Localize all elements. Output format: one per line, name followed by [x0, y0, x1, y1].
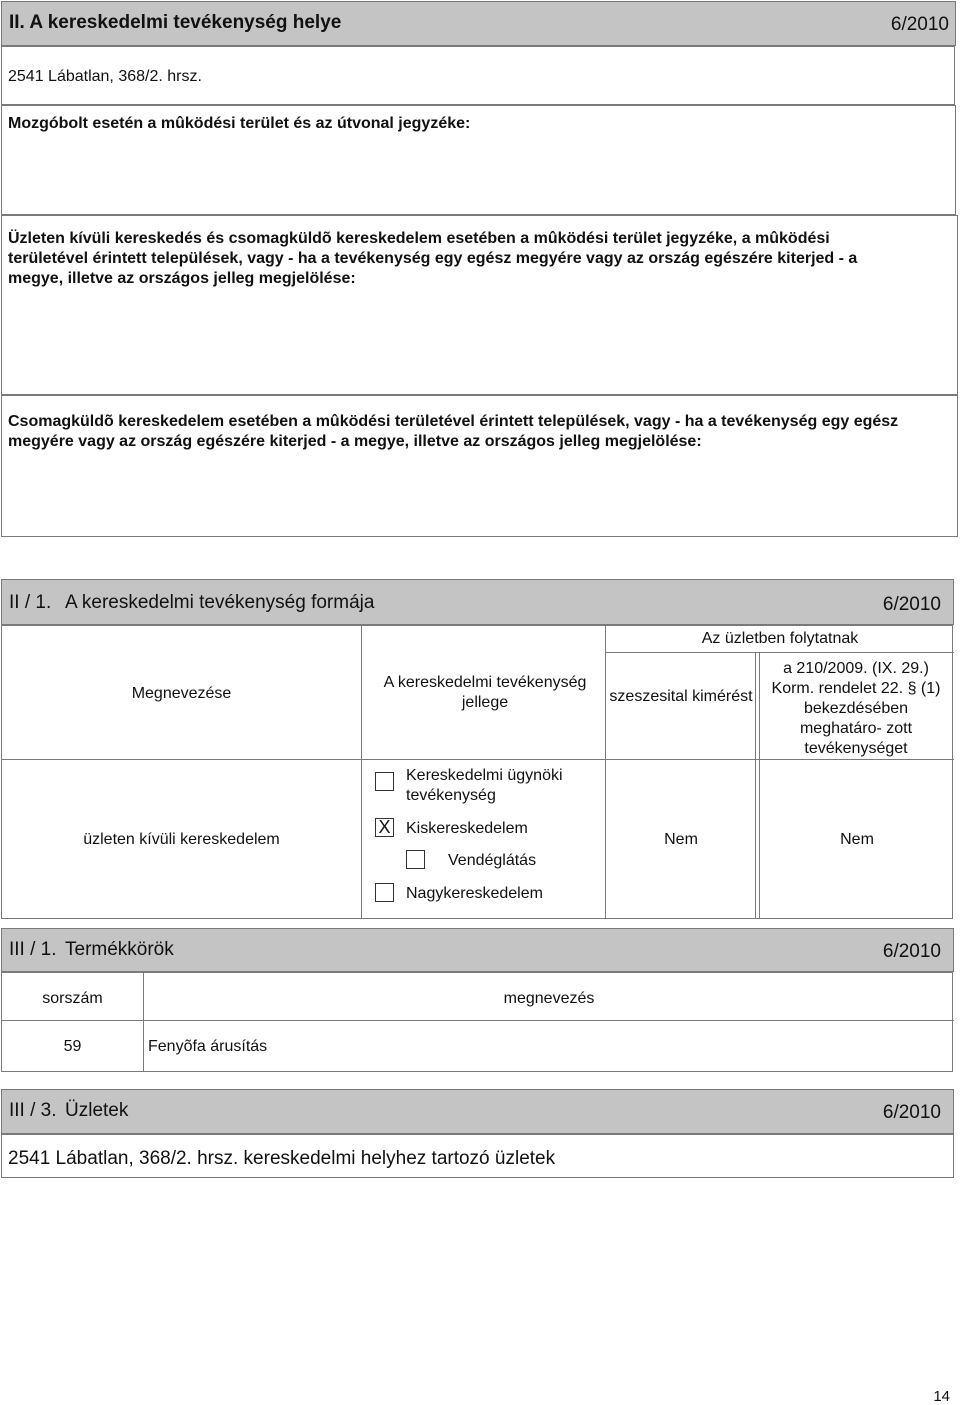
offsite-trade-box — [1, 215, 958, 395]
checkbox-retail[interactable]: X — [375, 818, 394, 837]
checkbox-wholesale[interactable] — [375, 883, 394, 902]
form-table — [1, 625, 953, 919]
mail-order-label: Csomagküldõ kereskedelem esetében a mûködési területével érintett települések, vagy - ha a tevékenység egy egész megyére vagy az ország egészére kiterjed - a megye, illetve az országos jelleg megjelölése: — [8, 413, 899, 450]
checkbox-catering[interactable] — [406, 850, 425, 869]
shops-box — [1, 1134, 954, 1178]
option-catering-label: Vendéglátás — [448, 852, 537, 869]
product-col-number: sorszám — [42, 990, 103, 1007]
option-retail-label: Kiskereskedelem — [406, 820, 528, 837]
section-2-1-prefix: II / 1. — [9, 592, 52, 613]
row-name: üzleten kívüli kereskedelem — [83, 831, 280, 848]
address-text: 2541 Lábatlan, 368/2. hrsz. — [8, 68, 202, 85]
section-2-title: II. A kereskedelmi tevékenység helye — [9, 12, 342, 33]
section-3-1-prefix: III / 1. — [9, 939, 57, 960]
section-3-3-title: Üzletek — [65, 1100, 129, 1121]
shops-text: 2541 Lábatlan, 368/2. hrsz. kereskedelmi helyhez tartozó üzletek — [8, 1148, 556, 1169]
offsite-trade-label: Üzleten kívüli kereskedés és csomagküldõ kereskedelem esetében a mûködési terület jegyzéke, a mûködési területével érintett települések, vagy - ha a tevékenység egy egész megyére vagy az ország egészére kiterjed - a megye, illetve az országos jelleg megjelölése: — [8, 230, 858, 287]
section-3-3-code: 6/2010 — [882, 1102, 941, 1123]
option-agent-label: Kereskedelmi ügynöki tevékenység — [406, 767, 563, 804]
section-2-1-title: A kereskedelmi tevékenység formája — [65, 592, 375, 613]
address-box — [1, 46, 955, 105]
column-header-decree: a 210/2009. (IX. 29.) Korm. rendelet 22. § (1) bekezdésében meghatáro- zott tevékenységet — [771, 660, 941, 757]
mobile-shop-box — [1, 105, 956, 215]
spirits-value: Nem — [664, 831, 698, 848]
section-2-code: 6/2010 — [890, 14, 949, 35]
section-3-1-title: Termékkörök — [65, 939, 174, 960]
product-row-number: 59 — [63, 1038, 82, 1055]
option-wholesale-label: Nagykereskedelem — [406, 885, 543, 902]
section-3-1-header — [1, 928, 954, 972]
product-table — [1, 972, 953, 1072]
page-number: 14 — [933, 1388, 950, 1405]
section-2-1-code: 6/2010 — [882, 594, 941, 615]
section-2-header — [1, 1, 956, 46]
column-header-spirits: szeszesital kimérést — [609, 688, 753, 705]
decree-value: Nem — [840, 831, 874, 848]
checkbox-agent[interactable] — [375, 772, 394, 791]
section-3-1-code: 6/2010 — [882, 941, 941, 962]
column-header-name: Megnevezése — [131, 685, 232, 702]
section-3-3-header — [1, 1089, 954, 1134]
product-row-name: Fenyõfa árusítás — [148, 1038, 268, 1055]
mail-order-box — [1, 395, 958, 537]
product-col-name: megnevezés — [503, 990, 595, 1007]
column-header-character: A kereskedelmi tevékenység jellege — [383, 674, 587, 711]
mobile-shop-label: Mozgóbolt esetén a mûködési terület és az útvonal jegyzéke: — [8, 115, 471, 132]
section-3-3-prefix: III / 3. — [9, 1100, 57, 1121]
section-2-1-header — [1, 579, 954, 625]
column-group-header: Az üzletben folytatnak — [701, 630, 859, 647]
